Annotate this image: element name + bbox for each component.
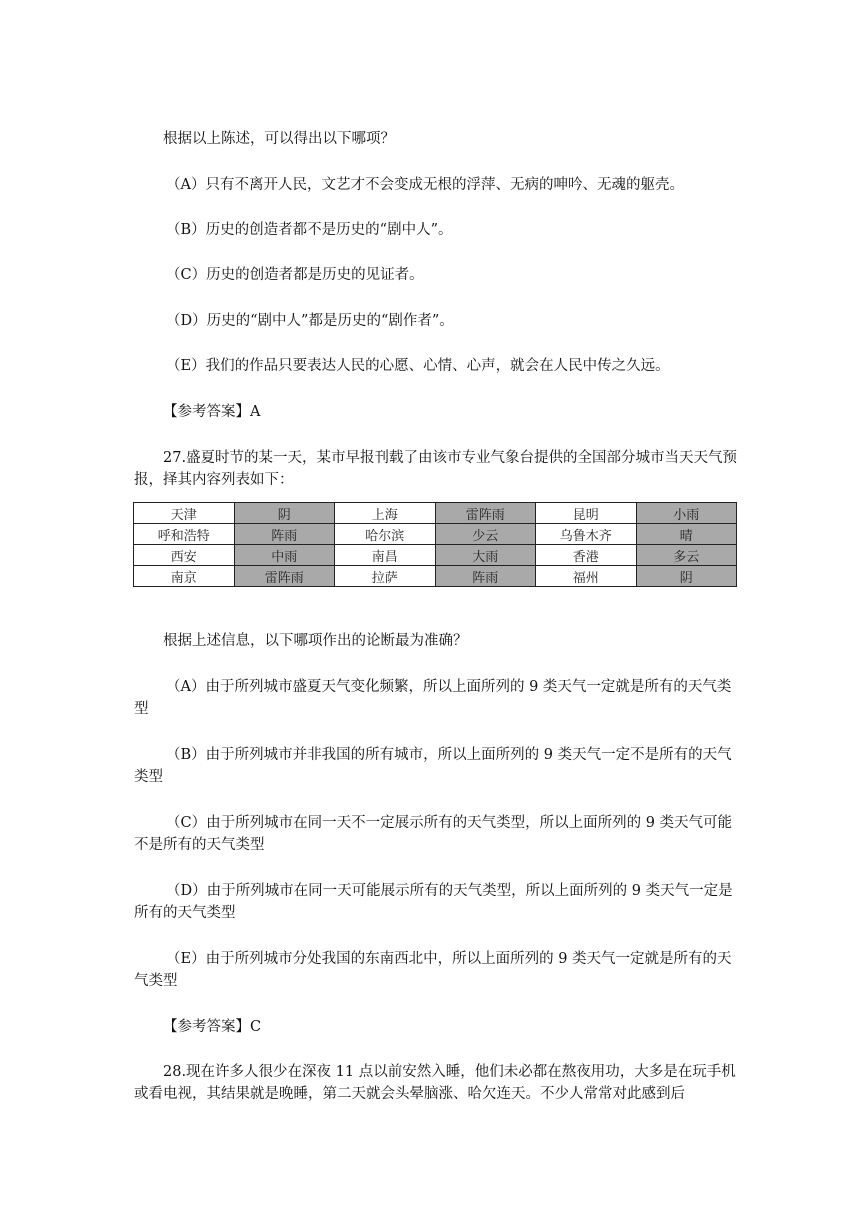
q27-option-b: （B）由于所列城市并非我国的所有城市，所以上面所列的 9 类天气一定不是所有的天气类型	[134, 747, 732, 785]
q27-stem: 根据上述信息，以下哪项作出的论断最为准确？	[163, 633, 468, 649]
q27-answer: 【参考答案】C	[163, 1019, 262, 1035]
q26-option-d: （D）历史的“剧中人”都是历史的“剧作者”。	[166, 313, 454, 329]
city-cell: 拉萨	[335, 566, 436, 587]
city-cell: 乌鲁木齐	[536, 524, 637, 545]
q26-option-e: （E）我们的作品只要表达人民的心愿、心情、心声，就会在人民中传之久远。	[166, 358, 670, 374]
city-cell: 呼和浩特	[134, 524, 235, 545]
q28-intro: 28.现在许多人很少在深夜 11 点以前安然入睡，他们未必都在熬夜用功，大多是在玩手机或看电视，其结果就是晚睡，第二天就会头晕脑涨、哈欠连天。不少人常常对此感到后	[134, 1064, 736, 1102]
q27-option-e: （E）由于所列城市分处我国的东南西北中，所以上面所列的 9 类天气一定就是所有的天气类型	[134, 951, 732, 989]
q26-option-b: （B）历史的创造者都不是历史的“剧中人”。	[166, 222, 453, 238]
q26-answer: 【参考答案】A	[163, 404, 261, 420]
weather-cell: 雷阵雨	[435, 503, 536, 524]
weather-table	[133, 502, 737, 587]
q27-option-d: （D）由于所列城市在同一天可能展示所有的天气类型，所以上面所列的 9 类天气一定是所有的天气类型	[134, 883, 733, 921]
city-cell: 西安	[134, 545, 235, 566]
weather-cell: 阵雨	[234, 524, 335, 545]
q27-option-a: （A）由于所列城市盛夏天气变化频繁，所以上面所列的 9 类天气一定就是所有的天气类型	[134, 679, 732, 717]
city-cell: 上海	[335, 503, 436, 524]
q26-option-c: （C）历史的创造者都是历史的见证者。	[166, 267, 424, 283]
weather-cell: 阴	[636, 566, 737, 587]
q26-stem: 根据以上陈述，可以得出以下哪项？	[163, 131, 395, 147]
weather-cell: 阵雨	[435, 566, 536, 587]
city-cell: 南昌	[335, 545, 436, 566]
city-cell: 昆明	[536, 503, 637, 524]
city-cell: 福州	[536, 566, 637, 587]
q26-option-a: （A）只有不离开人民，文艺才不会变成无根的浮萍、无病的呻吟、无魂的躯壳。	[166, 177, 684, 193]
weather-cell: 雷阵雨	[234, 566, 335, 587]
weather-cell: 晴	[636, 524, 737, 545]
table-row	[134, 503, 737, 524]
table-row	[134, 524, 737, 545]
weather-cell: 阴	[234, 503, 335, 524]
weather-cell: 中雨	[234, 545, 335, 566]
weather-cell: 大雨	[435, 545, 536, 566]
city-cell: 天津	[134, 503, 235, 524]
q27-intro: 27.盛夏时节的某一天，某市早报刊载了由该市专业气象台提供的全国部分城市当天天气预报，择其内容列表如下：	[134, 450, 738, 488]
table-row	[134, 545, 737, 566]
city-cell: 南京	[134, 566, 235, 587]
weather-cell: 小雨	[636, 503, 737, 524]
table-row	[134, 566, 737, 587]
weather-cell: 少云	[435, 524, 536, 545]
q27-option-c: （C）由于所列城市在同一天不一定展示所有的天气类型，所以上面所列的 9 类天气可能不是所有的天气类型	[134, 815, 733, 853]
city-cell: 哈尔滨	[335, 524, 436, 545]
city-cell: 香港	[536, 545, 637, 566]
weather-cell: 多云	[636, 545, 737, 566]
